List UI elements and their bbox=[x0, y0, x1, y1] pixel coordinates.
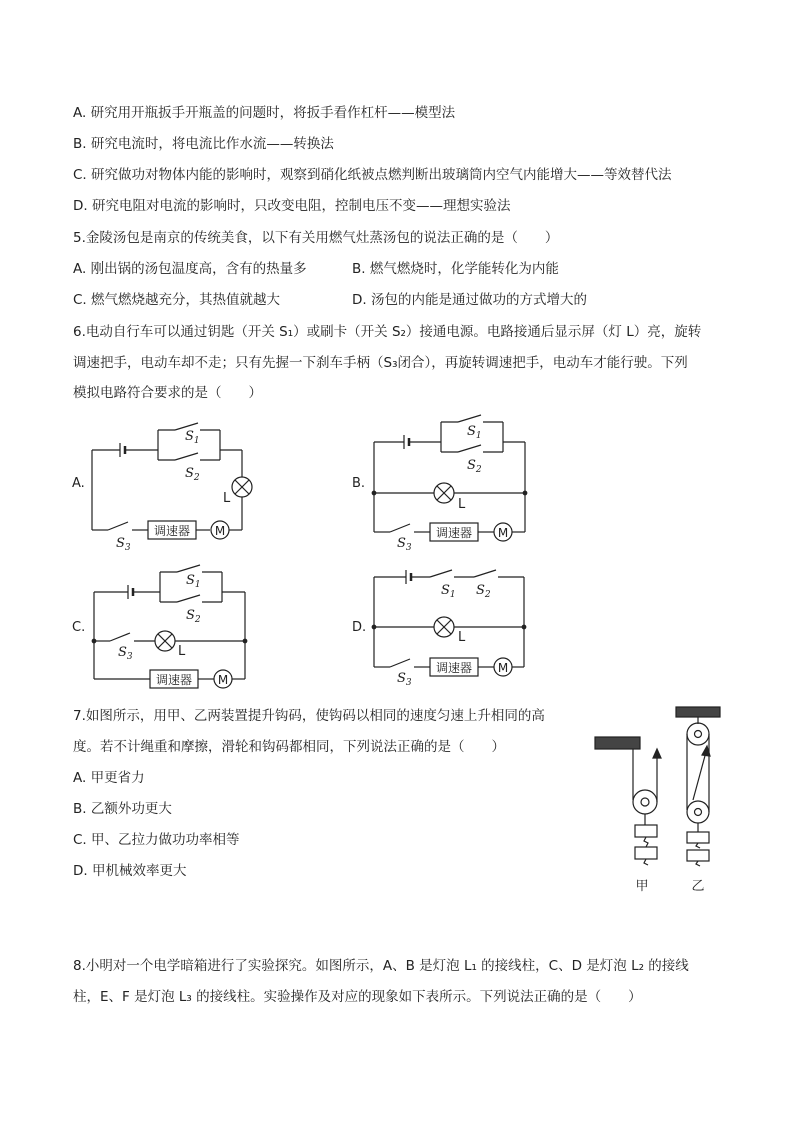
circuit-d-label: D. bbox=[352, 620, 367, 635]
svg-text:S2: $S_2$ bbox=[186, 608, 201, 625]
q7-option-a: A. 甲更省力 bbox=[73, 770, 145, 786]
circuit-c bbox=[72, 565, 247, 688]
svg-text:L: L bbox=[178, 644, 186, 659]
q7-label-jia: 甲 bbox=[635, 879, 649, 894]
q6-circuit-diagrams bbox=[0, 405, 794, 705]
q4-option-a: A. 研究用开瓶扳手开瓶盖的问题时，将扳手看作杠杆——模型法 bbox=[73, 105, 456, 121]
circuit-b bbox=[352, 415, 527, 553]
q4-option-c: C. 研究做功对物体内能的影响时，观察到硝化纸被点燃判断出玻璃筒内空气内能增大——等效替代法 bbox=[73, 167, 672, 183]
q7-option-d: D. 甲机械效率更大 bbox=[73, 863, 187, 879]
svg-text:S3: $S_3$ bbox=[118, 645, 133, 662]
svg-text:M: M bbox=[497, 661, 509, 675]
q6-stem-line2: 调速把手，电动车却不走；只有先握一下刹车手柄（S₃闭合），再旋转调速把手，电动车才能行驶。下列 bbox=[73, 355, 688, 371]
svg-text:S1: $S_1$ bbox=[467, 424, 482, 441]
svg-text:L: L bbox=[458, 497, 466, 512]
svg-text:S1: $S_1$ bbox=[441, 583, 456, 600]
q8-stem-line2: 柱，E、F 是灯泡 L₃ 的接线柱。实验操作及对应的现象如下表所示。下列说法正确的是（ ） bbox=[73, 989, 642, 1005]
q4-option-b: B. 研究电流时，将电流比作水流——转换法 bbox=[73, 136, 334, 152]
circuit-d-speed: 调速器 bbox=[435, 661, 473, 675]
q6-stem-line1: 6.电动自行车可以通过钥匙（开关 S₁）或刷卡（开关 S₂）接通电源。电路接通后显示屏（灯 L）亮，旋转 bbox=[73, 324, 702, 340]
svg-text:M: M bbox=[214, 524, 226, 538]
circuit-a bbox=[72, 423, 252, 553]
svg-text:S3: $S_3$ bbox=[116, 536, 131, 553]
q5-option-a: A. 刚出锅的汤包温度高，含有的热量多 bbox=[73, 261, 307, 277]
svg-text:M: M bbox=[497, 526, 509, 540]
circuit-b-label: B. bbox=[352, 476, 366, 491]
circuit-d bbox=[352, 570, 526, 688]
q7-label-yi: 乙 bbox=[691, 879, 705, 894]
q7-option-c: C. 甲、乙拉力做功功率相等 bbox=[73, 832, 240, 848]
q6-stem-line3: 模拟电路符合要求的是（ ） bbox=[73, 385, 262, 401]
svg-text:S1: $S_1$ bbox=[185, 429, 200, 446]
q7-option-b: B. 乙额外功更大 bbox=[73, 801, 172, 817]
svg-text:L: L bbox=[458, 630, 466, 645]
svg-text:S2: $S_2$ bbox=[467, 458, 482, 475]
circuit-c-label: C. bbox=[72, 620, 86, 635]
circuit-c-speed: 调速器 bbox=[155, 673, 193, 687]
q5-option-b: B. 燃气燃烧时，化学能转化为内能 bbox=[352, 261, 559, 277]
circuit-a-label: A. bbox=[72, 476, 85, 491]
circuit-a-speed: 调速器 bbox=[153, 524, 191, 538]
q7-pulley-figure bbox=[590, 700, 730, 895]
svg-text:S1: $S_1$ bbox=[186, 573, 201, 590]
q7-stem-line1: 7.如图所示，用甲、乙两装置提升钩码，使钩码以相同的速度匀速上升相同的高 bbox=[73, 708, 545, 724]
q5-stem: 5.金陵汤包是南京的传统美食，以下有关用燃气灶蒸汤包的说法正确的是（ ） bbox=[73, 230, 559, 246]
q5-option-d: D. 汤包的内能是通过做功的方式增大的 bbox=[352, 292, 587, 308]
svg-text:S3: $S_3$ bbox=[397, 671, 412, 688]
svg-text:L: L bbox=[223, 491, 231, 506]
q5-option-c: C. 燃气燃烧越充分，其热值就越大 bbox=[73, 292, 281, 308]
svg-text:S2: $S_2$ bbox=[185, 466, 200, 483]
svg-text:M: M bbox=[217, 673, 229, 687]
svg-text:S3: $S_3$ bbox=[397, 536, 412, 553]
circuit-b-speed: 调速器 bbox=[435, 526, 473, 540]
q8-stem-line1: 8.小明对一个电学暗箱进行了实验探究。如图所示，A、B 是灯泡 L₁ 的接线柱，C、D 是灯泡 L₂ 的接线 bbox=[73, 958, 689, 974]
q4-option-d: D. 研究电阻对电流的影响时，只改变电阻，控制电压不变——理想实验法 bbox=[73, 198, 511, 214]
svg-text:S2: $S_2$ bbox=[476, 583, 491, 600]
q7-stem-line2: 度。若不计绳重和摩擦，滑轮和钩码都相同，下列说法正确的是（ ） bbox=[73, 739, 505, 755]
